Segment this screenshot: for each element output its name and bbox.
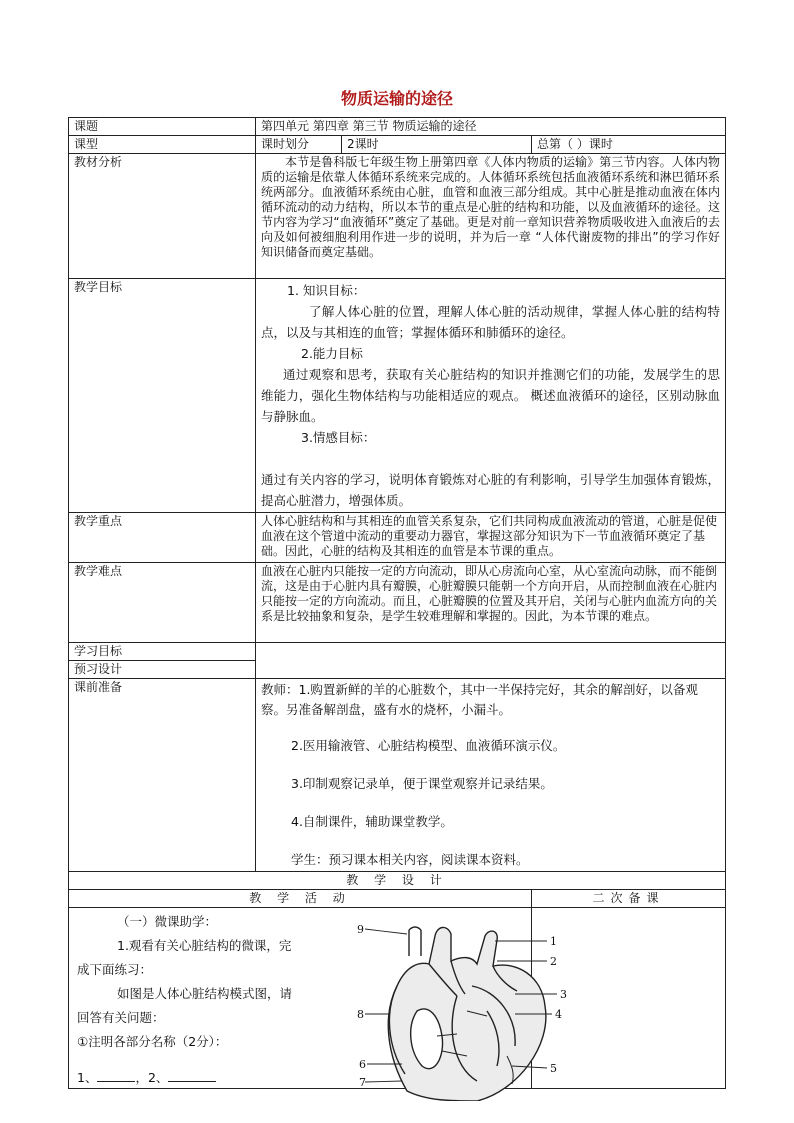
prep-item-1: 教师：1.购置新鲜的羊的心脏数个，其中一半保持完好，其余的解剖好，以备观察。另准备解剖盘，盛有水的烧杯，小漏斗。 — [261, 682, 698, 717]
figure-label-9: 9 — [357, 923, 364, 936]
topic-label: 课题 — [69, 118, 256, 136]
key-text: 人体心脏结构和与其相连的血管关系复杂，它们共同构成血液流动的管道，心脏是促使血液在这个管道中流动的重要动力器官，掌握这部分知识为下一节血液循环奠定了基础。因此，心脏的结构及其相连的血管是本节课的重点。 — [256, 513, 726, 563]
total-label: 总第（ ）课时 — [532, 136, 726, 154]
preview-label: 预习设计 — [69, 661, 256, 679]
figure-label-1: 1 — [550, 935, 557, 948]
backup-header: 二次备课 — [532, 890, 726, 908]
goal2-heading: 2.能力目标 — [301, 346, 363, 361]
exercise-line-3: ①注明各部分名称（2分）： — [77, 1034, 228, 1049]
type-label: 课型 — [69, 136, 256, 154]
exercise-line-2b: 回答有关问题： — [77, 1010, 165, 1025]
difficulty-text: 血液在心脏内只能按一定的方向流动，即从心房流向心室，从心室流向动脉，而不能倒流，这是由于心脏内具有瓣膜，心脏瓣膜只能朝一个方向开启，从而控制血液在心脏内只能按一定的方向流动。而且，心脏瓣膜的位置及其开启，关闭与心脏内血流方向的关系是比较抽象和复杂，是学生较难理解和掌握的。因此，为本节课的难点。 — [256, 563, 726, 643]
figure-label-2: 2 — [550, 955, 557, 968]
activity-header: 教 学 活 动 — [69, 890, 532, 908]
period-value: 2课时 — [342, 136, 532, 154]
activity-area — [69, 908, 567, 1089]
blank-1[interactable] — [97, 1069, 135, 1082]
heart-diagram — [347, 916, 597, 1101]
figure-label-3: 3 — [560, 988, 567, 1001]
prep-item-3: 3.印制观察记录单，便于课堂观察并记录结果。 — [291, 776, 553, 791]
lesson-plan-table — [68, 117, 726, 1089]
prep-item-2: 2.医用输液管、心脏结构模型、血液循环演示仪。 — [291, 738, 566, 753]
prep-item-4: 4.自制课件，辅助课堂教学。 — [291, 814, 453, 829]
section-1-heading: （一）微课助学： — [117, 914, 218, 929]
topic-value: 第四单元 第四章 第三节 物质运输的途径 — [256, 118, 726, 136]
exercise-line-1b: 成下面练习： — [77, 962, 153, 977]
prep-item-5: 学生：预习课本相关内容，阅读课本资料。 — [291, 852, 529, 867]
period-label: 课时划分 — [256, 136, 342, 154]
goal2-text: 通过观察和思考，获取有关心脏结构的知识并推测它们的功能，发展学生的思维能力，强化生物体结构与功能相适应的观点。 概述血液循环的途径，区别动脉血与静脉血。 — [261, 367, 720, 424]
exercise-line-2a: 如图是人体心脏结构模式图，请 — [117, 986, 293, 1001]
blank-2[interactable] — [168, 1069, 216, 1082]
goals-label: 教学目标 — [69, 279, 256, 513]
page-title: 物质运输的途径 — [340, 89, 453, 108]
figure-label-7: 7 — [359, 1076, 366, 1089]
goal1-text: 了解人体心脏的位置，理解人体心脏的活动规律，掌握人体心脏的结构特点，以及与其相连的血管；掌握体循环和肺循环的途径。 — [261, 304, 720, 340]
figure-label-8: 8 — [357, 1008, 364, 1021]
goal3-heading: 3.情感目标： — [301, 430, 376, 445]
analysis-label: 教材分析 — [69, 154, 256, 279]
prep-label: 课前准备 — [69, 679, 256, 872]
blank-1-label: 1、 — [77, 1070, 98, 1085]
figure-label-6: 6 — [359, 1058, 366, 1071]
figure-label-4: 4 — [555, 1008, 562, 1021]
goal1-heading: 1. 知识目标： — [287, 283, 366, 298]
difficulty-label: 教学难点 — [69, 563, 256, 643]
fill-blank-line[interactable] — [77, 1066, 327, 1090]
study-goal-label: 学习目标 — [69, 643, 256, 661]
design-header: 教 学 设 计 — [69, 872, 726, 890]
figure-label-5: 5 — [550, 1062, 557, 1075]
blank-2-label: ，2、 — [135, 1070, 169, 1085]
key-label: 教学重点 — [69, 513, 256, 563]
exercise-line-1a: 1.观看有关心脏结构的微课，完 — [117, 938, 292, 953]
goal3-text: 通过有关内容的学习，说明体育锻炼对心脏的有利影响，引导学生加强体育锻炼，提高心脏潜力，增强体质。 — [261, 472, 720, 508]
analysis-text: 本节是鲁科版七年级生物上册第四章《人体内物质的运输》第三节内容。人体内物质的运输是依靠人体循环系统来完成的。人体循环系统包括血液循环系统和淋巴循环系统两部分。血液循环系统由心脏，血管和血液三部分组成。其中心脏是推动血液在体内循环流动的动力结构，所以本节的重点是心脏的结构和功能，以及血液循环的途径。这节内容为学习“血液循环”奠定了基础。更是对前一章知识营养物质吸收进入血液后的去向及如何被细胞利用作进一步的说明，并为后一章 “人体代谢废物的排出”的学习作好知识储备而奠定基础。 — [261, 155, 720, 259]
